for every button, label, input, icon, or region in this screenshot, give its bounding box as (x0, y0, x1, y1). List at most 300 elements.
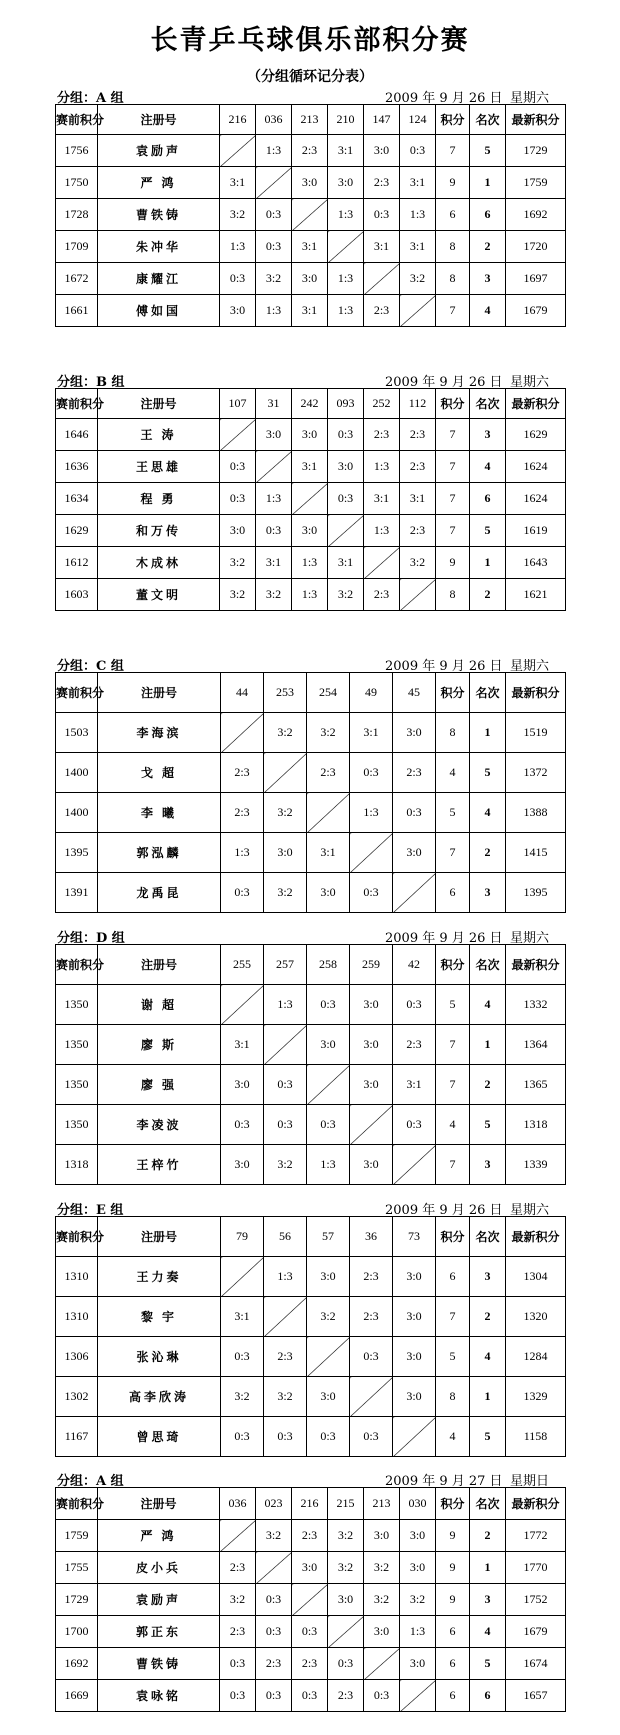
latest-points: 1679 (506, 1616, 566, 1648)
points: 6 (436, 199, 470, 231)
diagonal-cell (328, 1616, 364, 1648)
group-section (55, 1196, 565, 1457)
prev-points: 1709 (56, 231, 98, 263)
header-points: 积分 (436, 673, 470, 713)
match-result: 1:3 (400, 1616, 436, 1648)
header-opponent-no: 036 (256, 105, 292, 135)
prev-points: 1756 (56, 135, 98, 167)
table-row (56, 1377, 566, 1417)
match-result: 2:3 (364, 295, 400, 327)
latest-points: 1674 (506, 1648, 566, 1680)
match-result: 3:0 (364, 135, 400, 167)
match-result: 0:3 (264, 1065, 307, 1105)
latest-points: 1621 (506, 579, 566, 611)
prev-points: 1634 (56, 483, 98, 515)
points: 7 (436, 451, 470, 483)
rank: 1 (470, 713, 506, 753)
match-result: 3:2 (220, 579, 256, 611)
match-result: 3:1 (328, 547, 364, 579)
table-row (56, 451, 566, 483)
group-header (55, 1467, 565, 1487)
match-result: 3:0 (364, 1616, 400, 1648)
header-rank: 名次 (470, 105, 506, 135)
prev-points: 1612 (56, 547, 98, 579)
latest-points: 1388 (506, 793, 566, 833)
group-header (55, 1196, 565, 1216)
match-result: 1:3 (264, 985, 307, 1025)
table-row (56, 419, 566, 451)
prev-points: 1350 (56, 985, 98, 1025)
match-result: 3:0 (350, 1025, 393, 1065)
table-row (56, 231, 566, 263)
points: 6 (436, 1648, 470, 1680)
match-result: 2:3 (400, 515, 436, 547)
latest-points: 1339 (506, 1145, 566, 1185)
diagonal-cell (292, 1584, 328, 1616)
latest-points: 1318 (506, 1105, 566, 1145)
weekday: 星期六 (510, 91, 550, 106)
match-result: 3:1 (400, 167, 436, 199)
match-result: 3:0 (400, 1648, 436, 1680)
table-row (56, 167, 566, 199)
match-result: 0:3 (307, 985, 350, 1025)
match-date: 2009 年 9 月 26 日 (385, 931, 503, 946)
group-header (55, 84, 565, 104)
match-result: 0:3 (220, 483, 256, 515)
header-opponent-no: 73 (393, 1217, 436, 1257)
match-result: 3:0 (350, 1065, 393, 1105)
prev-points: 1350 (56, 1025, 98, 1065)
header-opponent-no: 107 (220, 389, 256, 419)
rank: 5 (470, 135, 506, 167)
rank: 2 (470, 579, 506, 611)
points: 5 (436, 1337, 470, 1377)
rank: 5 (470, 1105, 506, 1145)
rank: 3 (470, 263, 506, 295)
table-row (56, 199, 566, 231)
latest-points: 1692 (506, 199, 566, 231)
diagonal-cell (221, 985, 264, 1025)
match-result: 0:3 (350, 1417, 393, 1457)
prev-points: 1646 (56, 419, 98, 451)
player-name: 李海滨 (98, 713, 221, 753)
match-result: 3:2 (307, 1297, 350, 1337)
header-rank: 名次 (470, 673, 506, 713)
player-name: 廖 强 (98, 1065, 221, 1105)
match-result: 3:2 (264, 793, 307, 833)
group-label: 分组：A 组 (57, 1474, 124, 1489)
table-row (56, 483, 566, 515)
match-result: 1:3 (292, 579, 328, 611)
table-row (56, 713, 566, 753)
table-row (56, 515, 566, 547)
player-name: 黎 宇 (98, 1297, 221, 1337)
prev-points: 1350 (56, 1105, 98, 1145)
rank: 1 (470, 167, 506, 199)
header-register-no: 注册号 (98, 1488, 220, 1520)
match-result: 2:3 (400, 451, 436, 483)
match-result: 0:3 (221, 1105, 264, 1145)
header-opponent-no: 210 (328, 105, 364, 135)
latest-points: 1329 (506, 1377, 566, 1417)
points: 8 (436, 263, 470, 295)
match-result: 1:3 (292, 547, 328, 579)
match-result: 3:2 (328, 1552, 364, 1584)
player-name: 郭正东 (98, 1616, 220, 1648)
match-result: 0:3 (307, 1417, 350, 1457)
match-result: 2:3 (364, 167, 400, 199)
header-prev-points: 赛前积分 (56, 945, 98, 985)
match-result: 3:2 (256, 263, 292, 295)
player-name: 龙禹昆 (98, 873, 221, 913)
prev-points: 1692 (56, 1648, 98, 1680)
group-section (55, 368, 565, 611)
weekday: 星期六 (510, 375, 550, 390)
match-result: 3:0 (393, 1337, 436, 1377)
latest-points: 1772 (506, 1520, 566, 1552)
latest-points: 1770 (506, 1552, 566, 1584)
header-latest-points: 最新积分 (506, 389, 566, 419)
header-opponent-no: 257 (264, 945, 307, 985)
player-name: 和万传 (98, 515, 220, 547)
match-result: 3:0 (221, 1145, 264, 1185)
player-name: 李 曦 (98, 793, 221, 833)
match-result: 1:3 (350, 793, 393, 833)
match-result: 2:3 (221, 793, 264, 833)
points: 4 (436, 753, 470, 793)
diagonal-cell (307, 1337, 350, 1377)
header-points: 积分 (436, 105, 470, 135)
header-opponent-no: 57 (307, 1217, 350, 1257)
player-name: 高李欣涛 (98, 1377, 221, 1417)
prev-points: 1350 (56, 1065, 98, 1105)
match-result: 3:2 (400, 1584, 436, 1616)
header-opponent-no: 093 (328, 389, 364, 419)
rank: 4 (470, 1337, 506, 1377)
latest-points: 1729 (506, 135, 566, 167)
points: 8 (436, 713, 470, 753)
diagonal-cell (292, 199, 328, 231)
match-result: 3:1 (400, 231, 436, 263)
prev-points: 1759 (56, 1520, 98, 1552)
prev-points: 1636 (56, 451, 98, 483)
prev-points: 1310 (56, 1297, 98, 1337)
player-name: 张沁琳 (98, 1337, 221, 1377)
points: 5 (436, 793, 470, 833)
latest-points: 1158 (506, 1417, 566, 1457)
header-opponent-no: 31 (256, 389, 292, 419)
header-rank: 名次 (470, 1217, 506, 1257)
rank: 6 (470, 1680, 506, 1712)
match-result: 3:0 (350, 985, 393, 1025)
prev-points: 1629 (56, 515, 98, 547)
match-result: 3:0 (393, 1297, 436, 1337)
match-result: 3:0 (393, 1377, 436, 1417)
match-result: 2:3 (364, 579, 400, 611)
latest-points: 1657 (506, 1680, 566, 1712)
match-result: 1:3 (328, 199, 364, 231)
header-latest-points: 最新积分 (506, 1488, 566, 1520)
diagonal-cell (264, 1025, 307, 1065)
header-prev-points: 赛前积分 (56, 389, 98, 419)
rank: 1 (470, 1377, 506, 1417)
table-row (56, 1520, 566, 1552)
match-result: 1:3 (328, 263, 364, 295)
header-opponent-no: 252 (364, 389, 400, 419)
latest-points: 1629 (506, 419, 566, 451)
header-opponent-no: 42 (393, 945, 436, 985)
points: 7 (436, 1145, 470, 1185)
header-register-no: 注册号 (98, 389, 220, 419)
table-row (56, 793, 566, 833)
diagonal-cell (328, 231, 364, 263)
match-result: 3:1 (393, 1065, 436, 1105)
latest-points: 1415 (506, 833, 566, 873)
table-row (56, 1297, 566, 1337)
header-prev-points: 赛前积分 (56, 673, 98, 713)
diagonal-cell (256, 451, 292, 483)
group-section (55, 652, 565, 913)
match-result: 3:1 (292, 231, 328, 263)
table-row (56, 1257, 566, 1297)
match-result: 3:0 (400, 1520, 436, 1552)
header-opponent-no: 253 (264, 673, 307, 713)
match-date: 2009 年 9 月 26 日 (385, 375, 503, 390)
header-opponent-no: 147 (364, 105, 400, 135)
match-result: 3:0 (393, 833, 436, 873)
header-points: 积分 (436, 1217, 470, 1257)
table-row (56, 135, 566, 167)
header-rank: 名次 (470, 945, 506, 985)
header-latest-points: 最新积分 (506, 1217, 566, 1257)
match-result: 3:2 (220, 547, 256, 579)
match-result: 0:3 (264, 1105, 307, 1145)
table-row (56, 1337, 566, 1377)
rank: 3 (470, 873, 506, 913)
match-result: 3:2 (221, 1377, 264, 1417)
header-opponent-no: 56 (264, 1217, 307, 1257)
rank: 5 (470, 1417, 506, 1457)
diagonal-cell (364, 1648, 400, 1680)
match-result: 0:3 (221, 1337, 264, 1377)
match-result: 2:3 (393, 1025, 436, 1065)
weekday: 星期六 (510, 1203, 550, 1218)
prev-points: 1318 (56, 1145, 98, 1185)
header-latest-points: 最新积分 (506, 105, 566, 135)
rank: 1 (470, 1025, 506, 1065)
prev-points: 1755 (56, 1552, 98, 1584)
latest-points: 1619 (506, 515, 566, 547)
player-name: 程 勇 (98, 483, 220, 515)
table-row (56, 1145, 566, 1185)
match-result: 2:3 (400, 419, 436, 451)
points: 6 (436, 873, 470, 913)
header-opponent-no: 216 (292, 1488, 328, 1520)
match-result: 3:0 (220, 295, 256, 327)
rank: 3 (470, 1145, 506, 1185)
match-result: 2:3 (328, 1680, 364, 1712)
header-opponent-no: 36 (350, 1217, 393, 1257)
diagonal-cell (393, 873, 436, 913)
match-result: 3:1 (350, 713, 393, 753)
table-row (56, 753, 566, 793)
player-name: 康耀江 (98, 263, 220, 295)
table-row (56, 1680, 566, 1712)
diagonal-cell (307, 793, 350, 833)
diagonal-cell (220, 135, 256, 167)
match-result: 0:3 (350, 753, 393, 793)
match-result: 3:1 (220, 167, 256, 199)
player-name: 戈 超 (98, 753, 221, 793)
match-result: 0:3 (400, 135, 436, 167)
player-name: 严 鸿 (98, 1520, 220, 1552)
match-result: 3:0 (264, 833, 307, 873)
points: 9 (436, 1552, 470, 1584)
match-result: 3:0 (307, 873, 350, 913)
table-row (56, 833, 566, 873)
group-label: 分组：E 组 (57, 1203, 124, 1218)
score-table (55, 944, 566, 1185)
group-label: 分组：B 组 (57, 375, 125, 390)
header-register-no: 注册号 (98, 105, 220, 135)
weekday: 星期六 (510, 931, 550, 946)
header-opponent-no: 023 (256, 1488, 292, 1520)
table-row (56, 1584, 566, 1616)
latest-points: 1643 (506, 547, 566, 579)
match-result: 3:2 (264, 713, 307, 753)
diagonal-cell (264, 753, 307, 793)
match-result: 1:3 (256, 483, 292, 515)
prev-points: 1603 (56, 579, 98, 611)
player-name: 严 鸿 (98, 167, 220, 199)
rank: 2 (470, 1297, 506, 1337)
match-result: 3:0 (328, 451, 364, 483)
match-result: 0:3 (328, 1648, 364, 1680)
match-result: 2:3 (292, 135, 328, 167)
group-label: 分组：D 组 (57, 931, 125, 946)
diagonal-cell (307, 1065, 350, 1105)
match-result: 0:3 (256, 231, 292, 263)
match-result: 0:3 (256, 199, 292, 231)
match-result: 3:1 (364, 231, 400, 263)
match-result: 0:3 (350, 873, 393, 913)
match-date: 2009 年 9 月 26 日 (385, 91, 503, 106)
header-points: 积分 (436, 1488, 470, 1520)
match-result: 3:0 (292, 515, 328, 547)
match-result: 3:1 (221, 1025, 264, 1065)
match-result: 3:2 (364, 1552, 400, 1584)
points: 7 (436, 1065, 470, 1105)
points: 9 (436, 547, 470, 579)
latest-points: 1365 (506, 1065, 566, 1105)
match-result: 2:3 (350, 1297, 393, 1337)
rank: 1 (470, 547, 506, 579)
player-name: 董文明 (98, 579, 220, 611)
diagonal-cell (350, 1377, 393, 1417)
prev-points: 1400 (56, 753, 98, 793)
prev-points: 1302 (56, 1377, 98, 1417)
match-result: 3:0 (393, 713, 436, 753)
points: 7 (436, 295, 470, 327)
score-table (55, 388, 566, 611)
latest-points: 1284 (506, 1337, 566, 1377)
group-section (55, 84, 565, 327)
match-result: 2:3 (307, 753, 350, 793)
diagonal-cell (400, 295, 436, 327)
prev-points: 1503 (56, 713, 98, 753)
player-name: 王力奏 (98, 1257, 221, 1297)
table-row (56, 263, 566, 295)
diagonal-cell (350, 833, 393, 873)
header-opponent-no: 49 (350, 673, 393, 713)
points: 9 (436, 167, 470, 199)
rank: 1 (470, 1552, 506, 1584)
latest-points: 1372 (506, 753, 566, 793)
rank: 5 (470, 753, 506, 793)
match-result: 3:0 (292, 167, 328, 199)
match-result: 3:2 (264, 1145, 307, 1185)
match-result: 3:0 (400, 1552, 436, 1584)
match-result: 1:3 (220, 231, 256, 263)
match-result: 3:2 (264, 1377, 307, 1417)
points: 7 (436, 1025, 470, 1065)
header-opponent-no: 216 (220, 105, 256, 135)
match-result: 3:0 (292, 419, 328, 451)
match-result: 3:0 (292, 1552, 328, 1584)
table-row (56, 1025, 566, 1065)
match-result: 3:0 (221, 1065, 264, 1105)
group-header (55, 652, 565, 672)
match-result: 3:1 (400, 483, 436, 515)
match-result: 0:3 (364, 199, 400, 231)
rank: 2 (470, 231, 506, 263)
match-result: 1:3 (264, 1257, 307, 1297)
prev-points: 1750 (56, 167, 98, 199)
match-result: 0:3 (220, 263, 256, 295)
match-result: 1:3 (221, 833, 264, 873)
player-name: 曾思琦 (98, 1417, 221, 1457)
header-latest-points: 最新积分 (506, 673, 566, 713)
table-row (56, 873, 566, 913)
group-header (55, 368, 565, 388)
header-prev-points: 赛前积分 (56, 105, 98, 135)
latest-points: 1624 (506, 483, 566, 515)
player-name: 朱冲华 (98, 231, 220, 263)
points: 9 (436, 1520, 470, 1552)
table-row (56, 1065, 566, 1105)
group-section (55, 924, 565, 1185)
match-result: 3:0 (350, 1145, 393, 1185)
score-table (55, 104, 566, 327)
table-row (56, 1648, 566, 1680)
match-result: 3:1 (364, 483, 400, 515)
match-result: 1:3 (328, 295, 364, 327)
match-date: 2009 年 9 月 27 日 (385, 1474, 503, 1489)
player-name: 袁励声 (98, 135, 220, 167)
rank: 3 (470, 1584, 506, 1616)
header-opponent-no: 44 (221, 673, 264, 713)
header-opponent-no: 213 (292, 105, 328, 135)
header-opponent-no: 030 (400, 1488, 436, 1520)
prev-points: 1395 (56, 833, 98, 873)
match-result: 2:3 (264, 1337, 307, 1377)
points: 4 (436, 1417, 470, 1457)
player-name: 木成林 (98, 547, 220, 579)
match-result: 3:2 (256, 579, 292, 611)
prev-points: 1310 (56, 1257, 98, 1297)
match-result: 0:3 (350, 1337, 393, 1377)
match-result: 3:0 (292, 263, 328, 295)
